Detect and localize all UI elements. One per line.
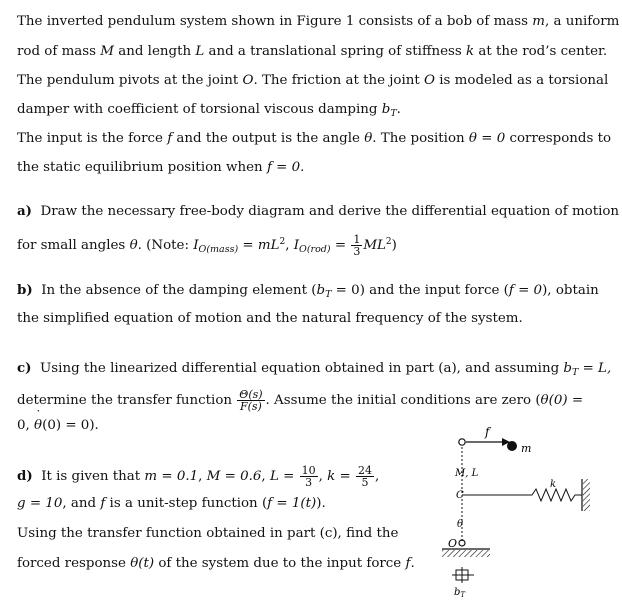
angle-label: θ bbox=[457, 519, 464, 530]
L-fraction: $\frac{10}{3}$ bbox=[301, 464, 316, 489]
part-b-line-1: b) In the absence of the damping element $(b_T = 0)$ and the input force (f = 0), obtain bbox=[17, 282, 599, 300]
intro-line-2: rod of mass M and length L and a translational spring of stiffness k at the rod’s center. bbox=[17, 44, 608, 59]
pendulum-figure bbox=[432, 425, 617, 613]
intro-line-1: The inverted pendulum system shown in Figure 1 consists of a bob of mass m, a uniform bbox=[17, 14, 620, 29]
spring-label: k bbox=[550, 479, 557, 490]
part-b-line-2: the simplified equation of motion and the natural frequency of the system. bbox=[17, 311, 523, 326]
one-third-fraction: $\frac{1}{3}$ bbox=[353, 233, 361, 258]
part-c-line-3: 0, ˙ θ(0) = 0). bbox=[17, 418, 99, 434]
wall-hatch bbox=[583, 479, 590, 511]
intro-line-5: The input is the force f and the output is the angle θ. The position θ = 0 corresponds to bbox=[17, 131, 612, 146]
bob-mass-label: m bbox=[521, 442, 532, 455]
part-c-line-2: determine the transfer function $\frac{\Theta(s)}{F(s)}$ . Assume the initial conditions are zero (θ(0) = bbox=[17, 388, 584, 413]
spring bbox=[462, 489, 582, 501]
part-b-label: b) bbox=[17, 282, 33, 298]
torsional-damper bbox=[452, 567, 474, 583]
force-arrow bbox=[459, 438, 510, 446]
bob-mass bbox=[507, 441, 517, 451]
part-a-line-1: a) Draw the necessary free-body diagram and derive the differential equation of motion bbox=[17, 203, 620, 219]
part-d-line-1: d) It is given that m = 0.1, M = 0.6, L = $\frac{10}{3}$ , k = $\frac{24}{5}$ , bbox=[17, 464, 380, 489]
part-d-line-2: g = 10, and f is a unit-step function (f = 1(t)). bbox=[17, 496, 326, 511]
part-c-line-1: c) Using the linearized differential equation obtained in part (a), and assuming $b_T = L$, bbox=[17, 360, 612, 378]
part-d-label: d) bbox=[17, 468, 33, 484]
transfer-function-fraction: $\frac{\Theta(s)}{F(s)}$ bbox=[239, 388, 263, 413]
force-label: f bbox=[485, 425, 490, 439]
intro-line-6: the static equilibrium position when f = 0. bbox=[17, 160, 305, 175]
part-c-label: c) bbox=[17, 360, 32, 376]
k-fraction: $\frac{24}{5}$ bbox=[357, 464, 372, 489]
center-label: C bbox=[456, 490, 464, 501]
damper-label: $b_T$ bbox=[454, 587, 466, 599]
part-d-line-3: Using the transfer function obtained in part (c), find the bbox=[17, 526, 399, 541]
part-a-label: a) bbox=[17, 203, 33, 219]
intro-line-4: damper with coefficient of torsional viscous damping $b_T$. bbox=[17, 102, 401, 119]
intro-line-3: The pendulum pivots at the joint O. The friction at the joint O is modeled as a torsional bbox=[17, 73, 609, 88]
pivot-label: O bbox=[448, 537, 458, 550]
ground-hatch bbox=[442, 550, 490, 557]
part-a-line-2: for small angles θ. (Note: $I_{O(mass)} = mL^2$, $I_{O(rod)}$ = $\frac{1}{3}$ $ML^2$) bbox=[17, 233, 397, 258]
part-d-line-4: forced response θ(t) of the system due to the input force f. bbox=[17, 556, 415, 571]
rod-label: M, L bbox=[455, 468, 479, 479]
